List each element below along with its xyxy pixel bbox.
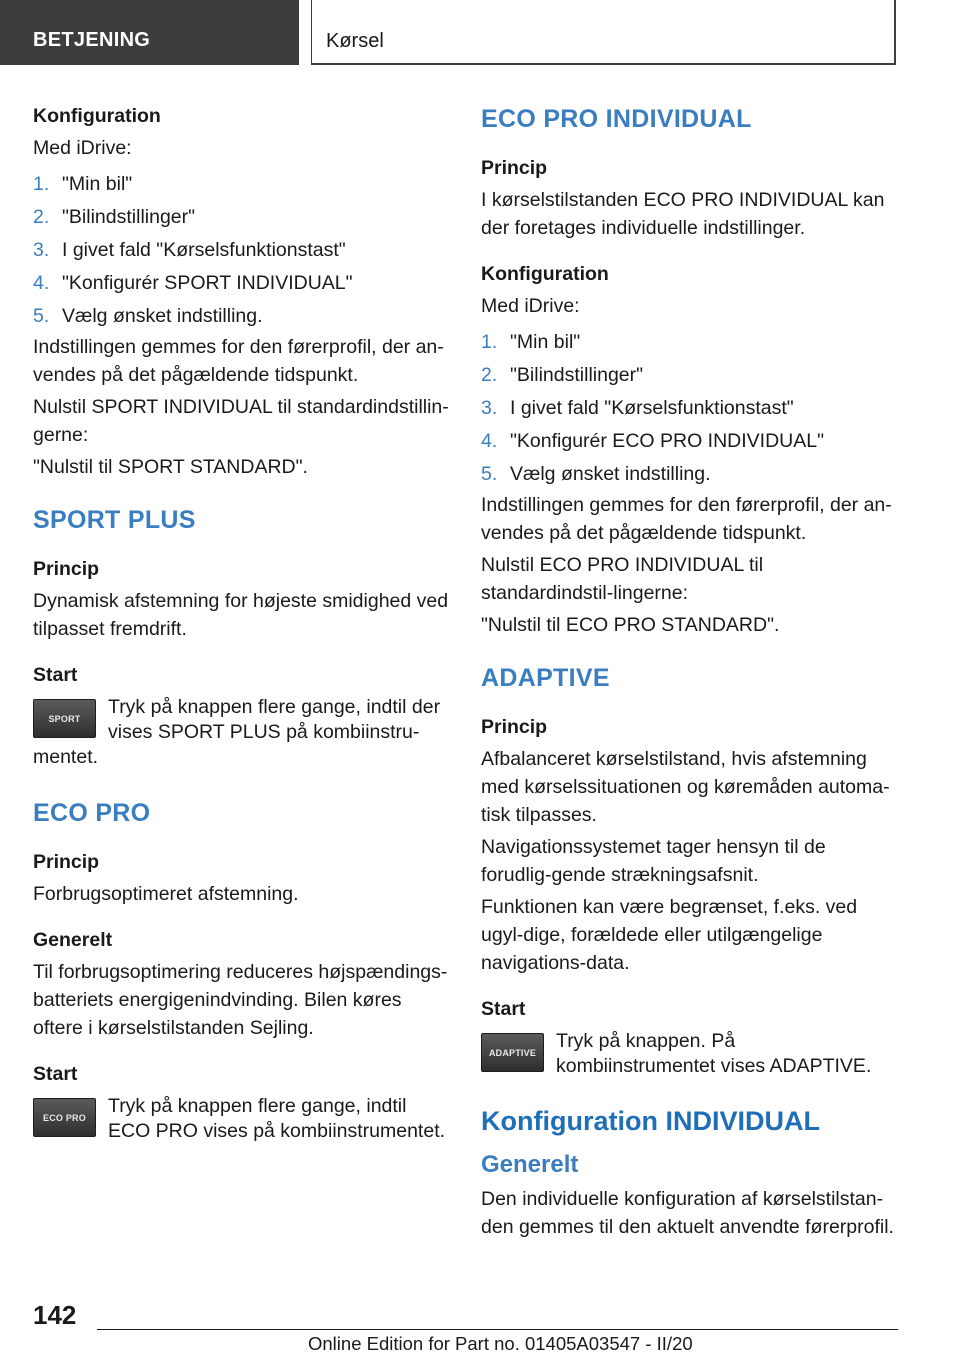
paragraph: "Nulstil til SPORT STANDARD". [33,456,308,478]
list-item: 1. "Min bil" [481,331,581,353]
page-number: 142 [33,1300,77,1330]
paragraph: "Nulstil til ECO PRO STANDARD". [481,614,780,636]
paragraph: Til forbrugsoptimering reduceres højspændings-batteriets energigenindvinding. Bilen køres oftere i kørselstilstanden Sejling. [33,961,448,1039]
subheading: Start [33,1063,78,1085]
paragraph: Tryk på knappen. På kombiinstrumentet vises ADAPTIVE. [556,1030,872,1077]
paragraph: I kørselstilstanden ECO PRO INDIVIDUAL kan der foretages individuelle indstillinger. [481,189,885,239]
adaptive-button-image: ADAPTIVE [481,1033,544,1072]
eco-start-block [33,1094,449,1144]
list-item: 4. "Konfigurér ECO PRO INDIVIDUAL" [481,430,825,452]
sport-button-image: SPORT [33,699,96,738]
eco-pro-button-image: ECO PRO [33,1098,96,1137]
subheading: Konfiguration [481,263,609,285]
list-item: 3. I givet fald "Kørselsfunktionstast" [33,239,346,261]
paragraph: Indstillingen gemmes for den førerprofil, der an-vendes på det pågældende tidspunkt. [33,336,444,386]
paragraph: Tryk på knappen flere gange, indtil der vises SPORT PLUS på kombiinstru-mentet. [33,696,441,768]
subheading: Princip [33,558,100,580]
paragraph: Funktionen kan være begrænset, f.eks. ved ugyl-dige, forældede eller utilgængelige navigations-data. [481,896,858,974]
subheading: Princip [481,716,548,738]
paragraph: Den individuelle konfiguration af kørselstilstan-den gemmes til den aktuelt anvendte førerprofil. [481,1188,894,1238]
list-item: 4. "Konfigurér SPORT INDIVIDUAL" [33,272,353,294]
right-column [481,102,899,1241]
header-section-tab [0,0,299,65]
paragraph: Forbrugsoptimeret afstemning. [33,883,299,905]
subheading: Start [481,998,526,1020]
paragraph: Indstillingen gemmes for den førerprofil, der an-vendes på det pågældende tidspunkt. [481,494,892,544]
konfiguration-individual-heading: Konfiguration INDIVIDUAL [481,1106,820,1136]
list-item: 5. Vælg ønsket indstilling. [33,305,263,327]
sport-plus-heading: SPORT PLUS [33,506,196,534]
header-chapter-label: Kørsel [326,30,384,52]
subheading: Princip [33,851,100,873]
eco-pro-individual-heading: ECO PRO INDIVIDUAL [481,105,752,133]
paragraph: Tryk på knappen flere gange, indtil ECO PRO vises på kombiinstrumentet. [108,1095,446,1142]
konfiguration-intro: Med iDrive: [33,137,132,159]
eco-pro-heading: ECO PRO [33,799,151,827]
subheading: Princip [481,157,548,179]
list-item: 3. I givet fald "Kørselsfunktionstast" [481,397,794,419]
paragraph: Nulstil ECO PRO INDIVIDUAL til standardindstil-lingerne: [481,554,764,604]
adaptive-start-block [481,1029,899,1079]
paragraph: Med iDrive: [481,295,580,317]
eco-config-steps [481,326,899,491]
list-item: 1. "Min bil" [33,173,133,195]
adaptive-heading: ADAPTIVE [481,664,610,692]
footer-edition: Online Edition for Part no. 01405A03547 - II/20 [308,1333,693,1354]
footer-divider [97,1329,898,1330]
list-item: 2. "Bilindstillinger" [33,206,196,228]
list-item: 2. "Bilindstillinger" [481,364,644,386]
left-column [33,102,449,1144]
konfiguration-title: Konfiguration [33,105,161,127]
header-section-label: BETJENING [33,29,151,51]
header-chapter-tab [311,0,896,65]
paragraph: Nulstil SPORT INDIVIDUAL til standardindstillin-gerne: [33,396,449,446]
generelt-heading: Generelt [481,1151,579,1178]
subheading: Start [33,664,78,686]
subheading: Generelt [33,929,113,951]
sport-config-steps [33,168,449,333]
list-item: 5. Vælg ønsket indstilling. [481,463,711,485]
paragraph: Afbalanceret kørselstilstand, hvis afstemning med kørselssituationen og køremåden automa-tisk tilpasses. [481,748,890,826]
sport-start-block [33,695,449,770]
paragraph: Dynamisk afstemning for højeste smidighed ved tilpasset fremdrift. [33,590,449,640]
paragraph: Navigationssystemet tager hensyn til de forudlig-gende strækningsafsnit. [481,836,826,886]
